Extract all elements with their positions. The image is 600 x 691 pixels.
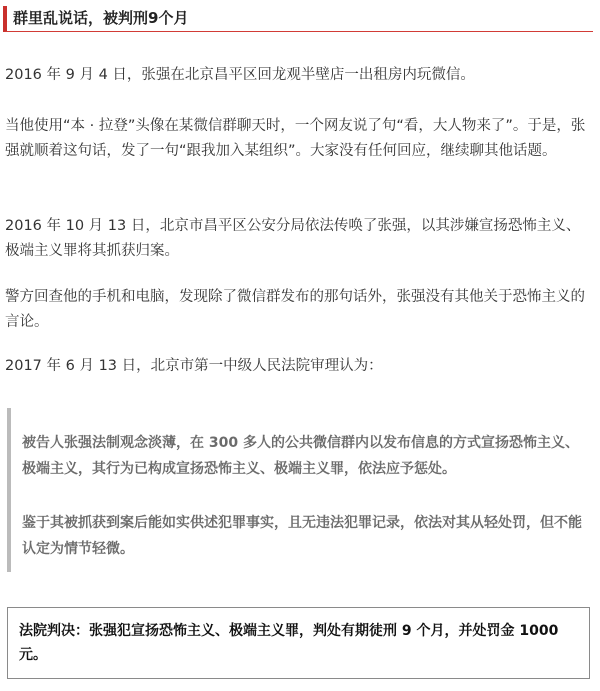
paragraph-chat-message: 当他使用“本 · 拉登”头像在某微信群聊天时，一个网友说了句“看，大人物来了”。于是，张强就顺着这句话，发了一句“跟我加入某组织”。大家没有任何回应，继续聊其他话题。 <box>5 118 586 159</box>
paragraph-arrest: 2016 年 10 月 13 日，北京市昌平区公安分局依法传唤了张强，以其涉嫌宣扬恐怖主义、极端主义罪将其抓获归案。 <box>5 218 581 259</box>
paragraph-court-intro: 2017 年 6 月 13 日，北京市第一中级人民法院审理认为： <box>5 358 383 374</box>
article-section-header <box>3 6 593 32</box>
paragraph-date-event: 2016 年 9 月 4 日，张强在北京昌平区回龙观半壁店一出租房内玩微信。 <box>5 67 475 83</box>
section-title: 群里乱说话，被判刑9个月 <box>13 9 189 27</box>
court-opinion-blockquote <box>7 408 590 572</box>
paragraph-investigation: 警方回查他的手机和电脑，发现除了微信群发布的那句话外，张强没有其他关于恐怖主义的言论。 <box>5 289 585 330</box>
court-opinion-text: 被告人张强法制观念淡薄，在 300 多人的公共微信群内以发布信息的方式宣扬恐怖主义、极端主义，其行为已构成宣扬恐怖主义、极端主义罪，依法应予惩处。 <box>22 435 579 477</box>
verdict-text: 法院判决：张强犯宣扬恐怖主义、极端主义罪，判处有期徒刑 9 个月，并处罚金 1000 元。 <box>19 623 559 663</box>
court-leniency-text: 鉴于其被抓获到案后能如实供述犯罪事实，且无违法犯罪记录，依法对其从轻处罚，但不能认定为情节轻微。 <box>22 515 582 557</box>
verdict-box <box>7 607 590 679</box>
